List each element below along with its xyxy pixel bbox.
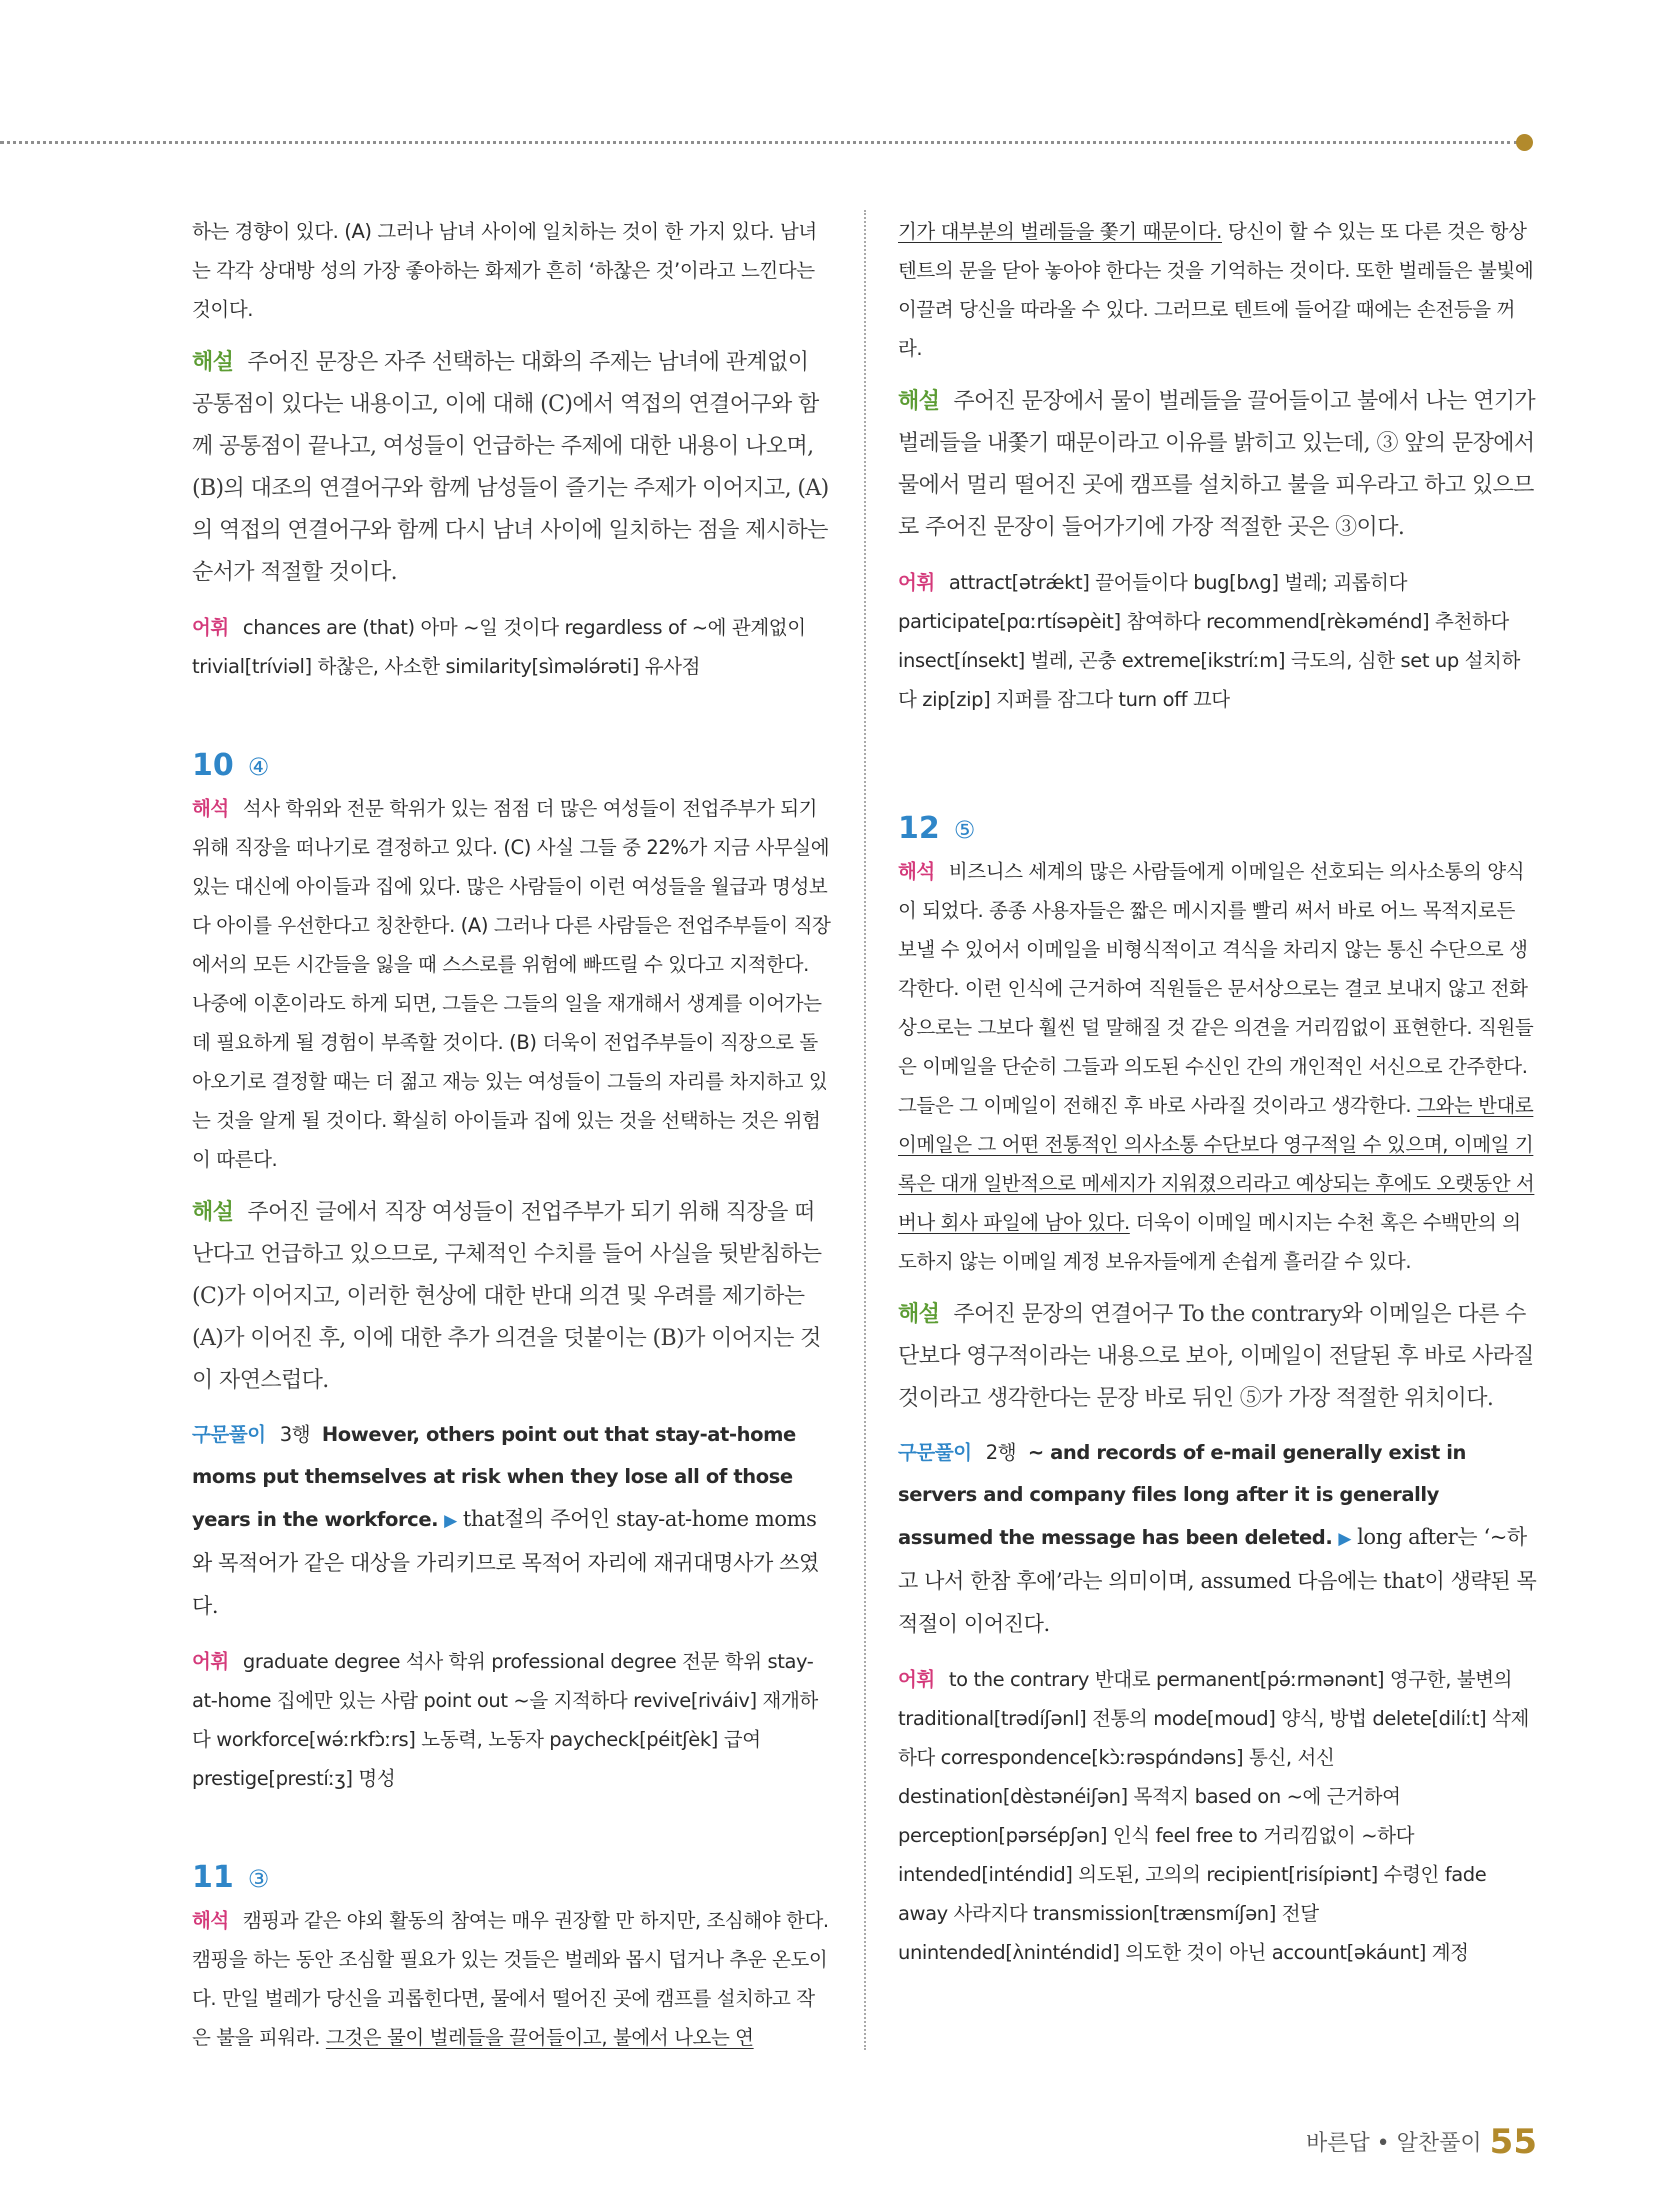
- q11-explanation-text: 주어진 문장에서 물이 벌레들을 끌어들이고 불에서 나는 연기가 벌레들을 내쫓기 때문이라고 이유를 밝히고 있는데, ③ 앞의 문장에서 물에서 멀리 떨어진 곳에 캠프를 설치하고 불을 피우라고 하고 있으므로 주어진 문장이 들어가기에 가장 적절한 곳은 ③이다.: [898, 389, 1536, 540]
- top-dotted-rule: [0, 141, 1518, 144]
- q12-explanation: [898, 1293, 1538, 1420]
- vocab-label: 어휘: [898, 571, 935, 594]
- q11-underlined-sentence: 그것은 물이 벌레들을 끌어들이고, 불에서 나오는 연: [325, 2026, 754, 2049]
- q9-translation-continued: 하는 경향이 있다. (A) 그러나 남녀 사이에 일치하는 것이 한 가지 있다. 남녀는 각각 상대방 성의 가장 좋아하는 화제가 흔히 ‘하찮은 것’이라고 느낀다는 것이다.: [192, 220, 817, 321]
- question-11-heading: [192, 1856, 832, 1901]
- q11-translation: [192, 1901, 832, 2057]
- translation-label: 해석: [192, 1909, 229, 1932]
- page-footer: [1306, 2122, 1537, 2162]
- q12-translation: [898, 852, 1538, 1281]
- q11-translation-continued: [898, 212, 1538, 368]
- question-10-heading: [192, 744, 832, 789]
- left-column: [192, 212, 832, 2057]
- q9-explanation-text: 주어진 문장은 자주 선택하는 대화의 주제는 남녀에 관계없이 공통점이 있다는 내용이고, 이에 대해 (C)에서 역접의 연결어구와 함께 공통점이 끝나고, 여성들이 언급하는 주제에 대한 내용이 나오며, (B)의 대조의 연결어구와 함께 남성들이 즐기는 주제가 이어지고, (A)의 역접의 연결어구와 함께 다시 남녀 사이에 일치하는 점을 제시하는 순서가 적절할 것이다.: [192, 350, 829, 585]
- q10-grammar: [192, 1414, 832, 1628]
- q11-translation-rest: 당신이 할 수 있는 또 다른 것은 항상 텐트의 문을 닫아 놓아야 한다는 것을 기억하는 것이다. 또한 벌레들은 불빛에 이끌려 당신을 따라올 수 있다. 그러므로 텐트에 들어갈 때에는 손전등을 꺼라.: [898, 220, 1534, 360]
- question-number: 11: [192, 1860, 234, 1895]
- q12-grammar-note: long after는 ‘~하고 나서 한참 후에’라는 의미이며, assumed 다음에는 that이 생략된 목적절이 이어진다.: [898, 1525, 1537, 1636]
- vocab-label: 어휘: [192, 1650, 229, 1673]
- right-column: [898, 212, 1538, 1972]
- question-number: 12: [898, 811, 940, 846]
- vocab-label: 어휘: [192, 616, 229, 639]
- q12-explanation-text: 주어진 문장의 연결어구 To the contrary와 이메일은 다른 수단보다 영구적이라는 내용으로 보아, 이메일이 전달된 후 바로 사라질 것이라고 생각한다는 문장 바로 뒤인 ⑤가 가장 적절한 위치이다.: [898, 1302, 1534, 1411]
- question-answer: ⑤: [953, 816, 976, 844]
- question-number: 10: [192, 748, 234, 783]
- page-number: 55: [1489, 2122, 1537, 2162]
- vocab-label: 어휘: [898, 1668, 935, 1691]
- q12-grammar-sentence: ~ and records of e-mail generally exist in servers and company files long after it is generally assumed the message has been deleted.: [898, 1441, 1467, 1549]
- q11-underlined-continued: 기가 대부분의 벌레들을 쫓기 때문이다.: [898, 220, 1222, 243]
- question-answer: ④: [247, 753, 270, 781]
- q12-grammar: [898, 1432, 1538, 1646]
- explanation-label: 해설: [898, 1301, 940, 1327]
- q12-grammar-line: 2행: [985, 1441, 1017, 1464]
- q10-translation: [192, 789, 832, 1179]
- column-divider: [864, 210, 866, 2050]
- q10-explanation-text: 주어진 글에서 직장 여성들이 전업주부가 되기 위해 직장을 떠난다고 언급하고 있으므로, 구체적인 수치를 들어 사실을 뒷받침하는 (C)가 이어지고, 이러한 현상에 대한 반대 의견 및 우려를 제기하는 (A)가 이어진 후, 이에 대한 추가 의견을 덧붙이는 (B)가 이어지는 것이 자연스럽다.: [192, 1200, 822, 1393]
- q11-vocab-text: attract[ətrǽkt] 끌어들이다 bug[bʌg] 벌레; 괴롭히다 participate[pɑːrtísəpèit] 참여하다 recommend[rèkəménd] 추천하다 insect[ínsekt] 벌레, 곤충 extreme[ikstríːm] 극도의, 심한 set up 설치하다 zip[zip] 지퍼를 잠그다 turn off 끄다: [898, 571, 1520, 711]
- question-answer: ③: [247, 1865, 270, 1893]
- explanation-label: 해설: [192, 349, 234, 375]
- book-title: 바른답 • 알찬풀이: [1305, 2131, 1482, 2156]
- q9-vocab: [192, 608, 832, 686]
- q10-grammar-sentence: However, others point out that stay-at-home moms put themselves at risk when they lose all of those years in the workforce.: [192, 1423, 796, 1531]
- q12-translation-text-a: 비즈니스 세계의 많은 사람들에게 이메일은 선호되는 의사소통의 양식이 되었다. 종종 사용자들은 짧은 메시지를 빨리 써서 바로 어느 목적지로든 보낼 수 있어서 이메일을 비형식적이고 격식을 차리지 않는 통신 수단으로 생각한다. 이런 인식에 근거하여 직원들은 문서상으로는 결코 보내지 않고 전화상으로는 그보다 훨씬 덜 말해질 것 같은 의견을 거리낌없이 표현한다. 직원들은 이메일을 단순히 그들과 의도된 수신인 간의 개인적인 서신으로 간주한다. 그들은 그 이메일이 전해진 후 바로 사라질 것이라고 생각한다.: [898, 860, 1534, 1117]
- q10-grammar-line: 3행: [279, 1423, 311, 1446]
- q11-vocab: [898, 563, 1538, 719]
- arrow-icon: ▶: [444, 1511, 457, 1531]
- question-12-heading: [898, 807, 1538, 852]
- q10-vocab: [192, 1642, 832, 1798]
- q9-explanation: [192, 341, 832, 594]
- explanation-label: 해설: [192, 1199, 234, 1225]
- top-rule-dot: [1516, 134, 1533, 151]
- q10-translation-text: 석사 학위와 전문 학위가 있는 점점 더 많은 여성들이 전업주부가 되기 위해 직장을 떠나기로 결정하고 있다. (C) 사실 그들 중 22%가 지금 사무실에 있는 대신에 아이들과 집에 있다. 많은 사람들이 이런 여성들을 월급과 명성보다 아이를 우선한다고 칭찬한다. (A) 그러나 다른 사람들은 전업주부들이 직장에서의 모든 시간들을 잃을 때 스스로를 위험에 빠뜨릴 수 있다고 지적한다. 나중에 이혼이라도 하게 되면, 그들은 그들의 일을 재개해서 생계를 이어가는 데 필요하게 될 경험이 부족할 것이다. (B) 더욱이 전업주부들이 직장으로 돌아오기로 결정할 때는 더 젊고 재능 있는 여성들이 그들의 자리를 차지하고 있는 것을 알게 될 것이다. 확실히 아이들과 집에 있는 것을 선택하는 것은 위험이 따른다.: [192, 797, 831, 1171]
- q10-grammar-note: that절의 주어인 stay-at-home moms와 목적어가 같은 대상을 가리키므로 목적어 자리에 재귀대명사가 쓰였다.: [192, 1507, 819, 1618]
- q12-vocab: [898, 1660, 1538, 1972]
- grammar-label: 구문풀이: [898, 1441, 972, 1464]
- q9-vocab-text: chances are (that) 아마 ~일 것이다 regardless of ~에 관계없이 trivial[tríviəl] 하찮은, 사소한 similarity[sìmələ́rəti] 유사점: [192, 616, 806, 678]
- q11-translation-text: 캠핑과 같은 야외 활동의 참여는 매우 권장할 만 하지만, 조심해야 한다. 캠핑을 하는 동안 조심할 필요가 있는 것들은 벌레와 몹시 덥거나 추운 온도이다. 만일 벌레가 당신을 괴롭힌다면, 물에서 떨어진 곳에 캠프를 설치하고 작은 불을 피워라.: [192, 1909, 829, 2049]
- q12-translation-text-b: 더욱이 이메일 메시지는 수천 혹은 수백만의 의도하지 않는 이메일 계정 보유자들에게 손쉽게 흘러갈 수 있다.: [898, 1211, 1521, 1273]
- translation-label: 해석: [192, 797, 229, 820]
- q12-vocab-text: to the contrary 반대로 permanent[pə́ːrmənənt] 영구한, 불변의 traditional[trədíʃənl] 전통의 mode[moud] 양식, 방법 delete[dilíːt] 삭제하다 correspondence[kɔ̀ːrəspɑ́ndəns] 통신, 서신 destination[dèstənéiʃən] 목적지 based on ~에 근거하여 perception[pərsépʃən] 인식 feel free to 거리낌없이 ~하다 intended[inténdid] 의도된, 고의의 recipient[risípiənt] 수령인 fade away 사라지다 transmission[trænsmíʃən] 전달 unintended[ʌ̀ninténdid] 의도한 것이 아닌 account[əkáunt] 계정: [898, 1668, 1529, 1964]
- translation-label: 해석: [898, 860, 935, 883]
- q10-vocab-text: graduate degree 석사 학위 professional degree 전문 학위 stay-at-home 집에만 있는 사람 point out ~을 지적하다 revive[riváiv] 재개하다 workforce[wə́ːrkfɔ̀ːrs] 노동력, 노동자 paycheck[péitʃèk] 급여 prestige[prestíːʒ] 명성: [192, 1650, 818, 1790]
- explanation-label: 해설: [898, 388, 940, 414]
- arrow-icon: ▶: [1338, 1529, 1352, 1549]
- grammar-label: 구문풀이: [192, 1423, 266, 1446]
- q10-explanation: [192, 1191, 832, 1402]
- q12-underlined-sentence: 그와는 반대로 이메일은 그 어떤 전통적인 의사소통 수단보다 영구적일 수 있으며, 이메일 기록은 대개 일반적으로 메세지가 지워졌으리라고 예상되는 후에도 오랫동안 서버나 회사 파일에 남아 있다.: [898, 1094, 1535, 1234]
- q11-explanation: [898, 380, 1538, 549]
